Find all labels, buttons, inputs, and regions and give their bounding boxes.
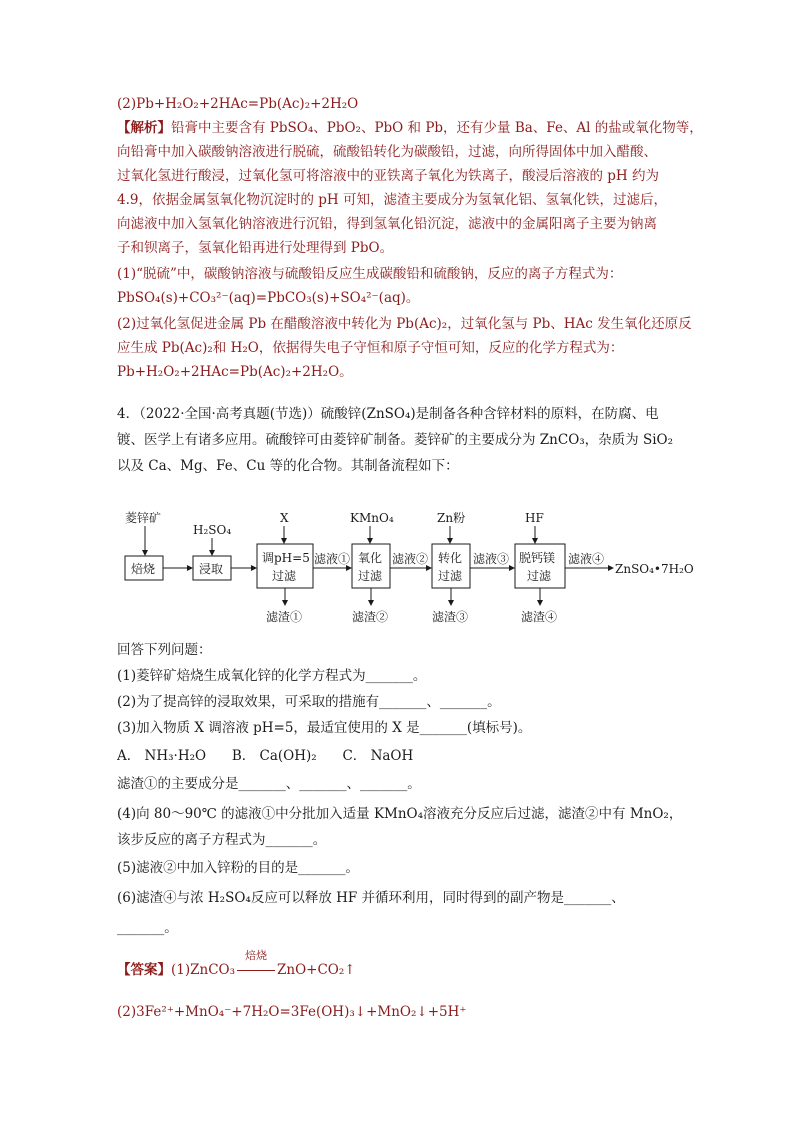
flow-box-oxidize-line1: 氧化 [358,551,383,565]
flow-filtrate-4: 滤液④ [568,552,605,566]
analysis-line-4: 4.9，依据金属氢氧化物沉淀时的 pH 可知，滤渣主要成分为氢氧化铝、氢氧化铁，过滤后， [117,192,667,208]
flow-top-label-x: X [280,511,289,525]
flow-box-leach-label: 浸取 [199,562,224,576]
flow-top-label-ore: 菱锌矿 [125,511,162,525]
analysis-line-3: 过氧化氢进行酸浸，过氧化氢可将溶液中的亚铁离子氧化为铁离子，酸浸后溶液的 pH 约为 [117,168,659,184]
question-4-line-1: (4)向 80～90℃ 的滤液①中分批加入适量 KMnO₄溶液充分反应后过滤，滤渣②中有 MnO₂， [117,806,683,822]
flow-residue-1: 滤渣① [266,610,303,624]
flow-filtrate-1: 滤液① [314,552,351,566]
question-3: (3)加入物质 X 调溶液 pH=5，最适宜使用的 X 是_______(填标号)。 [117,720,532,736]
flow-residue-4: 滤渣④ [521,610,558,624]
flow-box-oxidize-line2: 过滤 [358,569,383,583]
question4-line-3: 以及 Ca、Mg、Fe、Cu 等的化合物。其制备流程如下： [117,458,459,474]
flow-top-label-zn: Zn粉 [437,511,466,525]
flow-top-label-h2so4: H₂SO₄ [193,523,232,537]
question-5: (5)滤液②中加入锌粉的目的是_______。 [117,860,359,876]
answer-1-right: ZnO+CO₂↑ [277,962,356,978]
flow-top-label-kmno4: KMnO₄ [350,511,394,525]
flow-top-label-hf: HF [525,511,544,525]
analysis-label: 【解析】 [117,120,171,136]
answer-line-1 [117,949,356,980]
part1-equation: PbSO₄(s)+CO₃²⁻(aq)=PbCO₃(s)+SO₄²⁻(aq)。 [117,290,420,306]
questions-intro: 回答下列问题： [117,642,212,658]
flow-box-roast-label: 焙烧 [131,562,156,576]
process-flow-diagram [115,510,735,630]
analysis-line-2: 向铅膏中加入碳酸钠溶液进行脱硫，硫酸铅转化为碳酸铅，过滤，向所得固体中加入醋酸、 [117,144,657,160]
flow-filtrate-3: 滤液③ [473,552,510,566]
answer-label: 【答案】 [117,962,171,978]
question-4-line-2: 该步反应的离子方程式为_______。 [117,832,327,848]
flow-product: ZnSO₄•7H₂O [615,562,694,576]
part2-line-1: (2)过氧化氢促进金属 Pb 在醋酸溶液中转化为 Pb(Ac)₂，过氧化氢与 Pb、HAc 发生氧化还原反 [117,316,692,332]
question4-line-1: 4．（2022·全国·高考真题(节选)）硫酸锌(ZnSO₄)是制备各种含锌材料的原料，在防腐、电 [117,406,659,422]
question-2: (2)为了提高锌的浸取效果，可采取的措施有_______、_______。 [117,694,501,710]
flow-box-decalcify-line1: 脱钙镁 [519,551,556,565]
question-1: (1)菱锌矿焙烧生成氧化锌的化学方程式为_______。 [117,668,427,684]
reaction-arrow [235,949,277,980]
flow-box-decalcify-line2: 过滤 [527,569,552,583]
question-3-options: A． NH₃·H₂O B． Ca(OH)₂ C． NaOH [117,748,414,764]
flow-box-ph-line1: 调pH=5 [262,551,310,565]
flow-filtrate-2: 滤液② [392,552,429,566]
flow-box-ph-line2: 过滤 [272,569,297,583]
analysis-line-1 [117,118,703,138]
part2-equation: Pb+H₂O₂+2HAc=Pb(Ac)₂+2H₂O。 [117,364,353,380]
question4-line-2: 镀、医学上有诸多应用。硫酸锌可由菱锌矿制备。菱锌矿的主要成分为 ZnCO₃，杂质为 SiO₂ [117,432,674,448]
analysis-line-5: 向滤液中加入氢氧化钠溶液进行沉铅，得到氢氧化铅沉淀，滤液中的金属阳离子主要为钠离 [117,216,657,232]
analysis-line-6: 子和钡离子，氢氧化铅再进行处理得到 PbO。 [117,240,394,256]
answer-line-2: (2)3Fe²⁺+MnO₄⁻+7H₂O=3Fe(OH)₃↓+MnO₂↓+5H⁺ [117,1004,467,1020]
flow-residue-3: 滤渣③ [432,610,469,624]
reaction-condition: 焙烧 [245,949,268,962]
prev-answer-2: (2)Pb+H₂O₂+2HAc=Pb(Ac)₂+2H₂O [117,96,359,112]
question-6-line-1: (6)滤渣④与浓 H₂SO₄反应可以释放 HF 并循环利用，同时得到的副产物是_______、 [117,890,625,906]
question-6-line-2: _______。 [117,920,178,936]
flow-box-convert-line2: 过滤 [438,569,463,583]
part2-line-2: 应生成 Pb(Ac)₂和 H₂O，依据得失电子守恒和原子守恒可知，反应的化学方程式为： [117,340,624,356]
flow-box-convert-line1: 转化 [438,551,463,565]
flow-residue-2: 滤渣② [352,610,389,624]
analysis-text-1: 铅膏中主要含有 PbSO₄、PbO₂、PbO 和 Pb，还有少量 Ba、Fe、Al 的盐或氧化物等， [171,120,703,136]
question-3-residue: 滤渣①的主要成分是_______、_______、_______。 [117,776,421,792]
part1-line: (1)“脱硫”中，碳酸钠溶液与硫酸铅反应生成碳酸铅和硫酸钠，反应的离子方程式为： [117,266,623,282]
answer-1-left: (1)ZnCO₃ [171,962,236,978]
